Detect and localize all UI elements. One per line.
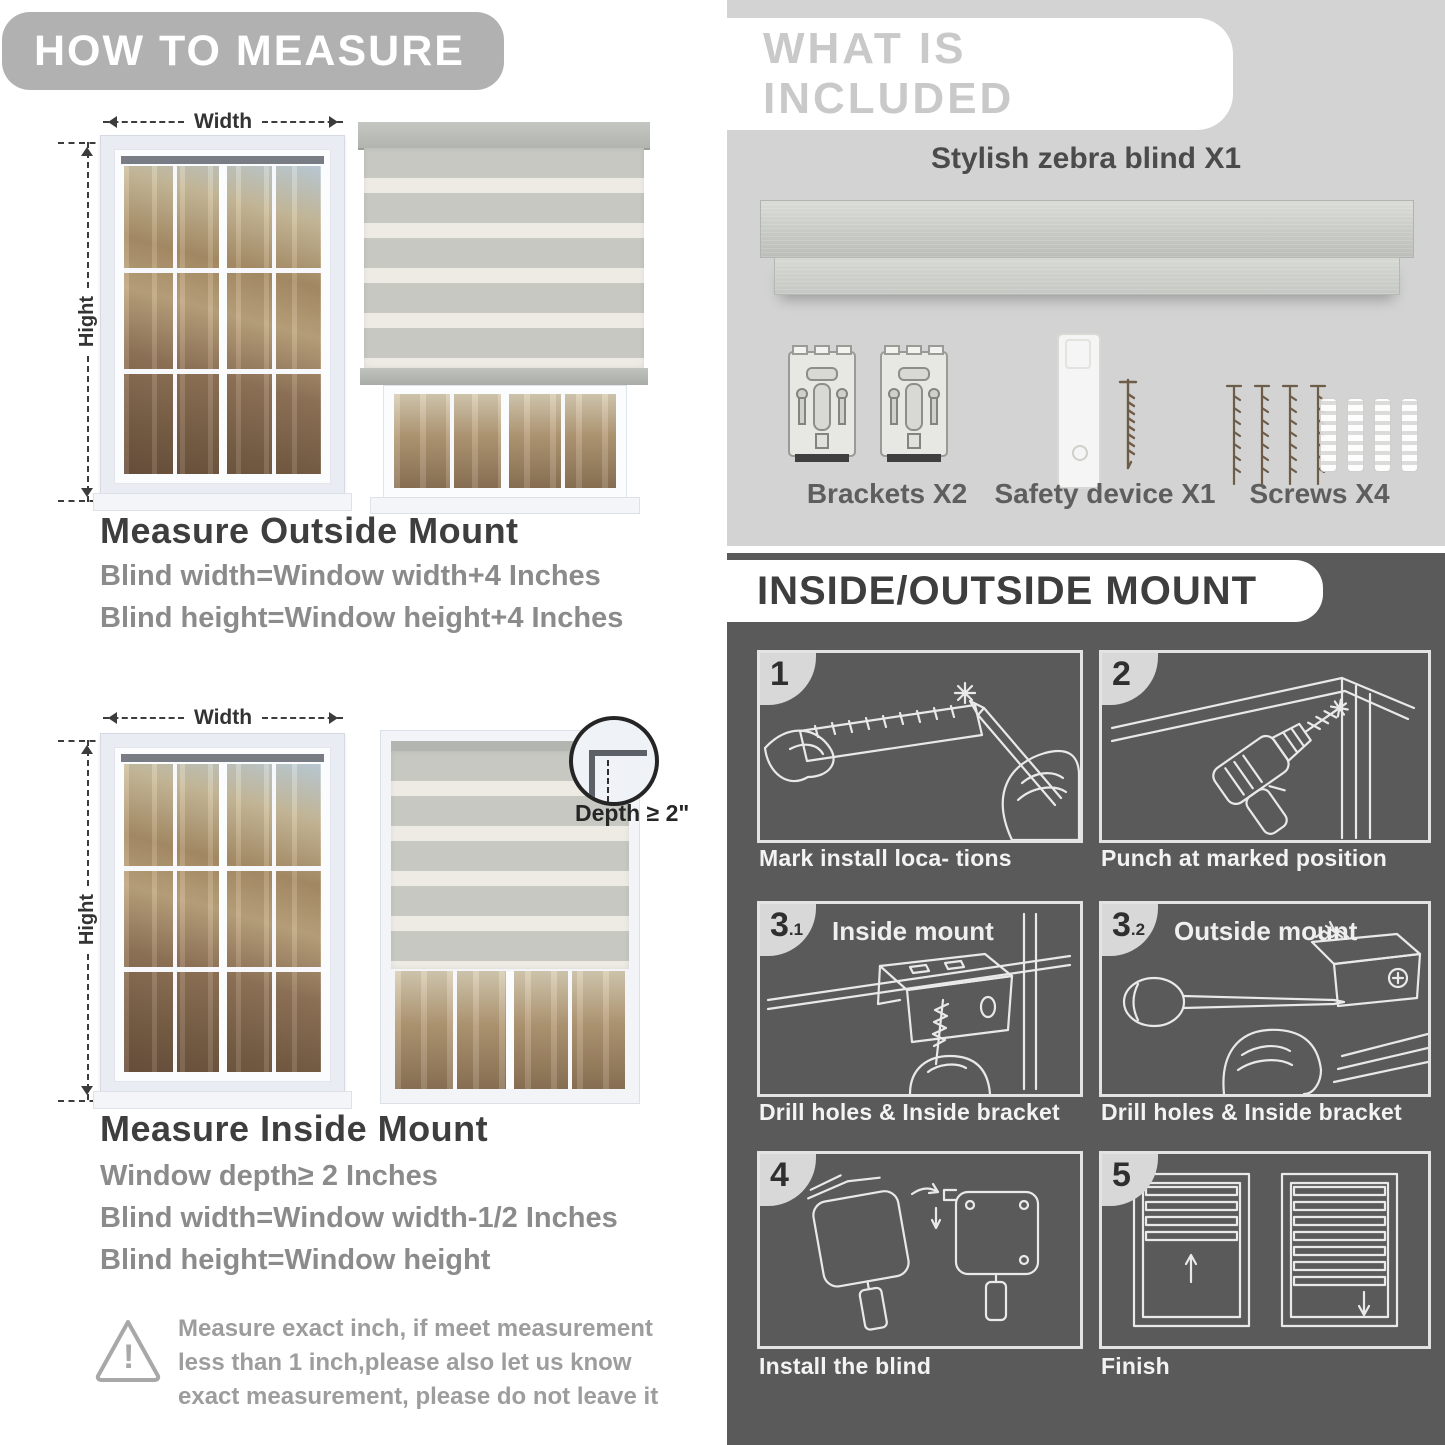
measure-tick bbox=[58, 142, 106, 144]
blind-bottom-rail bbox=[360, 368, 648, 385]
depth-magnifier-icon bbox=[569, 716, 659, 806]
mount-guide-title: INSIDE/OUTSIDE MOUNT bbox=[757, 568, 1258, 613]
what-is-included-title: WHAT IS INCLUDED bbox=[763, 24, 1015, 123]
outside-formula-2: Blind height=Window height+4 Inches bbox=[100, 602, 624, 634]
window-glass bbox=[124, 166, 321, 474]
step-badge: 3 .2 bbox=[1102, 904, 1158, 956]
window-glass bbox=[395, 971, 625, 1089]
step-caption-3-2: Drill holes & Inside bracket bbox=[1101, 1099, 1402, 1125]
how-to-measure-title: HOW TO MEASURE bbox=[34, 26, 465, 75]
measure-note: Measure exact inch, if meet measurement less than 1 inch,please also let us know exact measurement, please do not leave it bbox=[178, 1315, 659, 1410]
blind-headrail bbox=[358, 122, 650, 150]
window-illustration-outside bbox=[100, 135, 345, 505]
safety-device-icon bbox=[1057, 333, 1101, 489]
dashed-line bbox=[87, 142, 89, 288]
step-inner-title: Outside mount bbox=[1174, 916, 1358, 946]
step-card-5 bbox=[1099, 1151, 1431, 1349]
height-label: Hight bbox=[76, 894, 98, 946]
step-caption-5: Finish bbox=[1101, 1353, 1170, 1379]
height-label: Hight bbox=[76, 296, 98, 348]
window-sill bbox=[93, 493, 352, 511]
window-glass bbox=[394, 394, 616, 488]
height-arrow-inside bbox=[76, 740, 99, 1100]
step-card-4 bbox=[757, 1151, 1083, 1349]
step-card-3-2 bbox=[1099, 901, 1431, 1097]
height-arrow-outside bbox=[76, 142, 99, 502]
product-label: Stylish zebra blind X1 bbox=[930, 142, 1242, 175]
width-label: Width bbox=[193, 110, 253, 133]
step-badge: 3 .1 bbox=[760, 904, 816, 956]
blind-fabric bbox=[364, 148, 644, 368]
step-caption-3-1: Drill holes & Inside bracket bbox=[759, 1099, 1060, 1125]
blind-rail-illustration bbox=[774, 257, 1400, 295]
inside-formula-2: Blind width=Window width-1/2 Inches bbox=[100, 1202, 618, 1234]
dashed-line bbox=[103, 121, 184, 123]
step-caption-2: Punch at marked position bbox=[1101, 845, 1387, 871]
bracket-icon bbox=[785, 342, 955, 474]
outside-mount-heading: Measure Outside Mount bbox=[100, 510, 519, 551]
mount-guide-header bbox=[727, 560, 1323, 622]
step-badge: 1 bbox=[760, 653, 816, 705]
step-caption-1: Mark install loca- tions bbox=[759, 845, 1012, 871]
measure-tick bbox=[58, 740, 106, 742]
window-frame bbox=[114, 149, 331, 484]
window-header-strip bbox=[121, 156, 324, 164]
mount-guide-panel bbox=[727, 553, 1445, 1445]
step-badge: 2 bbox=[1102, 653, 1158, 705]
inside-formula-1: Window depth≥ 2 Inches bbox=[100, 1160, 438, 1192]
dashed-line bbox=[87, 356, 89, 502]
step-card-2 bbox=[1099, 650, 1431, 843]
screw-icon bbox=[1117, 378, 1139, 474]
what-is-included-header bbox=[727, 18, 1233, 130]
step-badge: 5 bbox=[1102, 1154, 1158, 1206]
outside-formula-1: Blind width=Window width+4 Inches bbox=[100, 560, 601, 592]
dashed-line bbox=[262, 717, 343, 719]
dashed-line bbox=[87, 740, 89, 886]
dashed-line bbox=[262, 121, 343, 123]
window-frame bbox=[114, 747, 331, 1082]
wall-anchors-icon bbox=[1315, 398, 1423, 472]
inside-mount-heading: Measure Inside Mount bbox=[100, 1108, 489, 1149]
warning-triangle-icon bbox=[92, 1316, 164, 1386]
width-arrow-outside bbox=[103, 110, 343, 134]
window-below-blind bbox=[383, 385, 627, 499]
window-sill bbox=[93, 1091, 352, 1109]
screws-label: Screws X4 bbox=[1249, 478, 1390, 509]
dashed-line bbox=[103, 717, 184, 719]
depth-label: Depth ≥ 2" bbox=[575, 800, 690, 826]
step-card-1 bbox=[757, 650, 1083, 843]
step-card-3-1 bbox=[757, 901, 1083, 1097]
inside-formula-3: Blind height=Window height bbox=[100, 1244, 491, 1276]
how-to-measure-header bbox=[2, 12, 504, 90]
step-caption-4: Install the blind bbox=[759, 1353, 932, 1379]
blind-cassette-illustration bbox=[760, 200, 1414, 258]
step-inner-title: Inside mount bbox=[832, 916, 994, 946]
window-glass bbox=[124, 764, 321, 1072]
brackets-label: Brackets X2 bbox=[806, 478, 968, 509]
window-header-strip bbox=[121, 754, 324, 762]
what-is-included-panel bbox=[727, 0, 1445, 546]
dashed-line bbox=[87, 954, 89, 1100]
safety-device-label: Safety device X1 bbox=[994, 478, 1216, 509]
width-arrow-inside bbox=[103, 706, 343, 730]
width-label: Width bbox=[193, 706, 253, 729]
step-badge: 4 bbox=[760, 1154, 816, 1206]
svg-text:!: ! bbox=[123, 1338, 135, 1376]
window-illustration-inside bbox=[100, 733, 345, 1103]
